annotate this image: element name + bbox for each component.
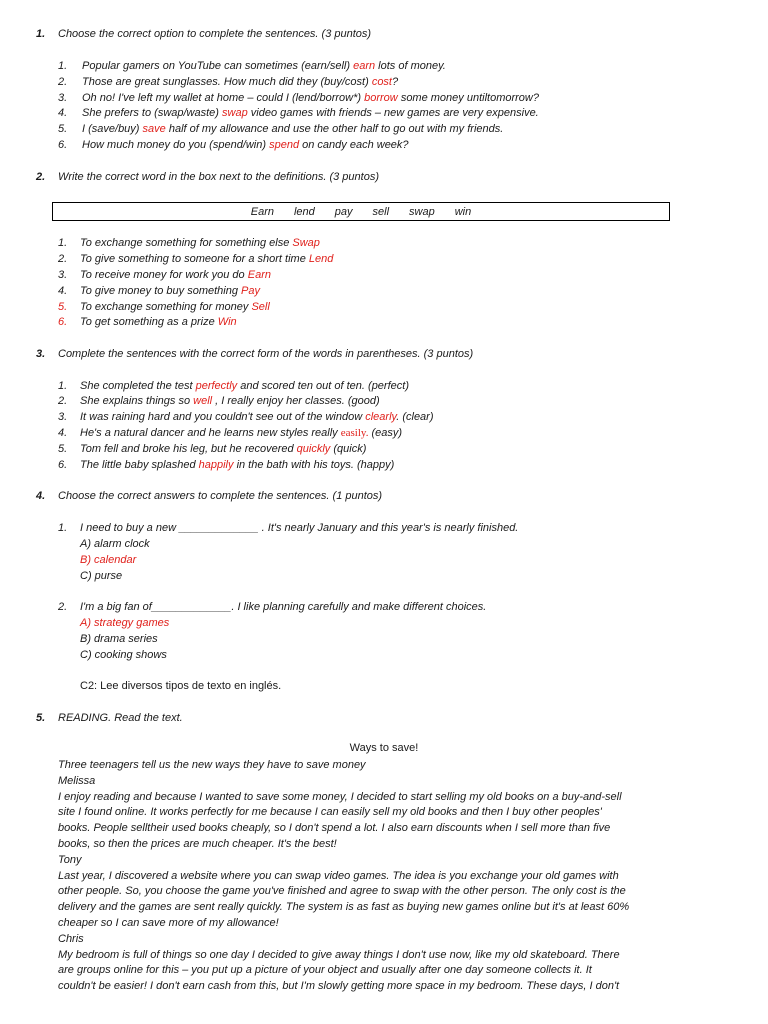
question-title: Choose the correct answers to complete the sentences. (1 puntos) [58,490,383,502]
answer: borrow [364,92,398,104]
answer: Pay [241,285,260,297]
answer: Swap [292,237,320,249]
reading-line: are groups online for this – you put up a picture of your object and usually after one day someone collects it. It [58,964,592,977]
reading-line: Chris [58,932,84,945]
reading-line: cheaper so I can save more of my allowance! [58,916,279,929]
competence-note: C2: Lee diversos tipos de texto en inglés. [80,680,282,692]
reading-line: site I found online. It works perfectly for me because I can easily sell my old books and then I buy other peoples' [58,806,602,819]
answer: spend [269,139,300,151]
word: lend [293,205,315,218]
question-title: READING. Read the text. [58,712,183,724]
answer: Win [217,316,237,328]
word: sell [372,205,390,218]
question-title: Write the correct word in the box next to the definitions. (3 puntos) [58,171,379,183]
answer: perfectly [195,380,238,392]
reading-line: Three teenagers tell us the new ways they have to save money [58,759,366,771]
reading-line: Last year, I discovered a website where you can swap video games. The idea is you exchange your old games with [58,869,619,882]
reading-line: books. People selltheir used books cheaply, so I don't spend a lot. I also earn discounts when I sell more than five [58,822,611,835]
answer: happily [198,459,234,471]
question-title: Complete the sentences with the correct form of the words in parentheses. (3 puntos) [58,348,474,360]
answer: Earn [247,269,271,281]
reading-title: Ways to save! [349,742,419,754]
reading-line: Melissa [58,774,96,787]
answer: earn [353,60,376,72]
answer: Lend [308,253,334,265]
option: B) drama series [80,633,158,645]
option: A) alarm clock [80,538,150,550]
answer: Sell [251,301,270,313]
reading-line: delivery and the games are sent really quickly. The system is as fast as buying new games online but it's at least 60% [58,901,630,914]
option: C) cooking shows [80,649,167,661]
word-box [52,202,670,221]
answer: well [193,395,213,407]
question-number: 4. [36,490,46,502]
question-number: 5. [36,712,46,724]
reading-line: couldn't be easier! I don't earn cash from this, but I'm slowly getting more space in my bedroom. These days, I don't [58,980,620,993]
reading-line: My bedroom is full of things so one day I decided to give away things I don't use now, like my old skateboard. There [58,948,620,961]
question-number: 2. [36,171,46,183]
answer: quickly [296,443,331,455]
option-correct: B) calendar [80,554,137,566]
answer: swap [222,107,248,119]
reading-line: other people. So, you choose the game you've finished and agree to swap with the other person. The only cost is the [58,885,626,898]
reading-line: books, so then the prices are much cheaper. It's the best! [58,837,337,850]
option: C) purse [80,570,123,582]
reading-line: I enjoy reading and because I wanted to save some money, I decided to start selling my old books on a buy-and-sell [58,790,622,803]
question-title: Choose the correct option to complete the sentences. (3 puntos) [58,28,372,40]
word: Earn [250,205,274,218]
word: win [454,205,472,218]
reading-line: Tony [58,853,82,866]
answer: clearly [365,411,397,423]
question-number: 1. [36,28,46,40]
word: swap [409,205,435,218]
answer: cost [371,76,392,88]
reading-text [58,758,658,995]
answer: save [142,123,166,135]
word: pay [334,205,353,218]
answer: easily. [340,427,369,439]
question-number: 3. [36,348,46,360]
option-correct: A) strategy games [80,617,170,629]
